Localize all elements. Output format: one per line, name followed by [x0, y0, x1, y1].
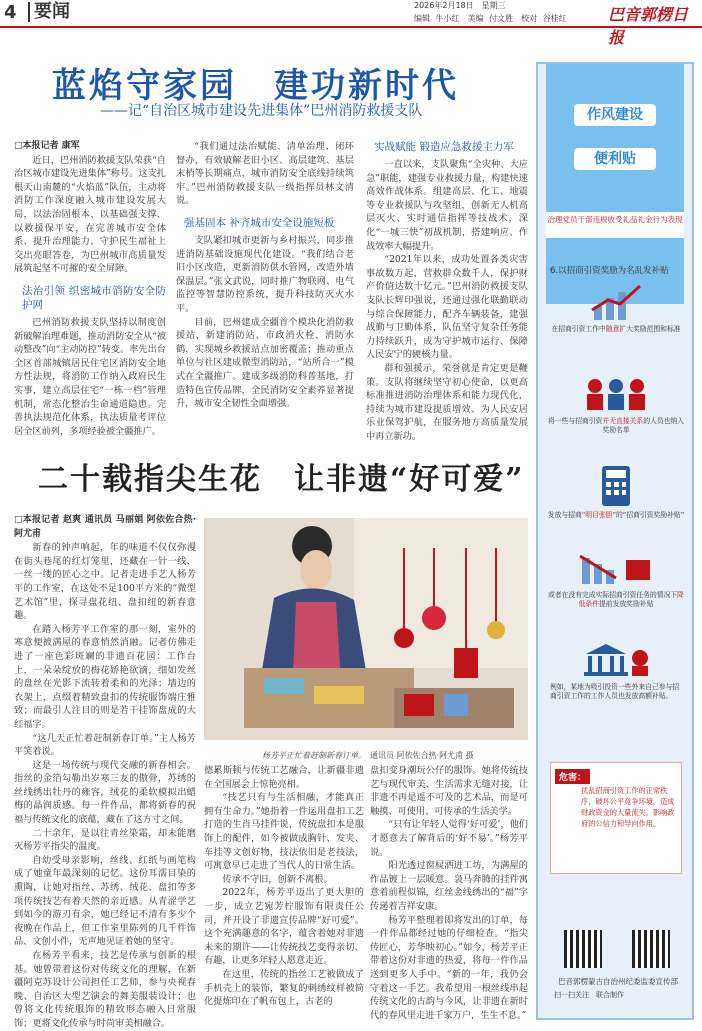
decline-chart-icon — [576, 548, 656, 588]
paragraph: 目前，巴州建成全疆首个模块化消防救援站，新建消防站、市政消火栓、消防水鹤，实现城乡救援站点加密覆盖；推动重点单位与社区建成微型消防站，“站所合一”模式在全疆推广。建成多级消防科普基地，打造特色宣传品牌，全民消防安全素养显著提升，城市安全韧性全面增强。 — [176, 316, 354, 410]
newspaper-logo: 巴音郭楞日报 — [608, 5, 689, 47]
article2-column-1 — [14, 514, 196, 1029]
paragraph: 支队紧扣城市更新与乡村振兴，同步推进消防基础设施现代化建设。“我们结合老旧小区改造，更新消防供水管网，改造外墙保温层。”张文武说，同时推广物联网、电气监控等智慧防控系统，提升科技防灭火水平。 — [176, 234, 354, 314]
paragraph: “这几天正忙着赶制新春订单。”主人杨芳平笑着说。 — [14, 732, 196, 758]
article1-subhead-1: 法治引领 织密城市消防安全防护网 — [22, 284, 166, 311]
paragraph: 阳光透过窗棂洒进工坊，为满屋的作品镀上一层暖意。袅马奔腾的挂件寓意着前程似锦，红丝金线绣出的“福”字传递着吉祥安康。 — [370, 860, 528, 912]
paragraph: “我们通过法治赋能、清单治理、闭环督办，有效破解老旧小区、高层建筑、基层末梢等长期痛点，城市消防安全底线持续筑牢。”巴州消防救援支队一级指挥员林文清说。 — [176, 141, 354, 207]
sidebar-item-4: 或者在没有完成实际招商引资任务的情况下降低条件提前发放奖励补贴 — [546, 548, 686, 609]
article2-column-2 — [204, 764, 364, 1020]
paragraph: 二十余年，是以往青丝染霜，却未能磨灭杨芳平指尖的温度。 — [14, 827, 196, 853]
paragraph: 这是一场传统与现代交融的新春相会。指丝的金箔勾勒出岁寒三友的傲骨，苏绣的丝线绣出牡丹的雍容，绒花的柔软模拟出蜡梅的晶润质感。每一件作品，都将新春的祝福与传统文化的底蕴，藏在了这方寸之间。 — [14, 759, 196, 826]
article1-column-2 — [176, 140, 354, 430]
paragraph: 新春的钟声响起，年的味道不仅仅弥漫在街头巷尾的红灯笼里，还藏在一针一线、一丝一缕的匠心之中。记者走进手艺人杨芳平的工作室，在这处不足100平方米的“微型艺术馆”里，探寻盘花纽、盘扣纽的新春意趣。 — [14, 542, 196, 622]
paragraph: 德累斯顿与传统工艺融合，让新疆非遗在全国展会上惊艳亮相。 — [204, 765, 364, 790]
paragraph: 自幼受母亲影响，丝线、红纸与画笔构成了她童年最深刻的记忆。这份耳濡目染的熏陶，让她对指丝、苏绣、绒花、盘扣等多项传统技艺有着天然的亲近感。从青涩学艺到如今的游刃有余，她已经记不清有多少个夜晚在作品上，但工作室里陈列的几千件饰品、文创小件，无声地见证着她的坚守。 — [14, 854, 196, 948]
paragraph: 一直以来，支队聚焦“全灾种、大应急”职能，建强专业救援力量，构建快速高效作战体系。组建高层、化工、地震等专业救援队与攻坚组，创新无人机高层灭火、实时通信指挥等技战术，深化“一城三快”初战机制，搭建响应、作战效率大幅提升。 — [366, 159, 528, 252]
article2-byline: □本报记者 赵爽 通讯员 马丽娟 阿依佐合热·阿尤甫 — [14, 515, 196, 539]
photo-illustration — [204, 518, 528, 740]
article2-headline: 二十载指尖生花 让非遗“好可爱” — [38, 462, 525, 497]
sidebar-footer-org: 巴音郭楞蒙古自治州纪委监委宣传部 — [558, 977, 678, 986]
article1-subheadline: ——记“自治区城市建设先进集体”巴州消防救援支队 — [100, 103, 423, 119]
sidebar-item-3: 发放与招商“明目张胆”的“招商引资奖励补贴” — [546, 464, 686, 520]
masthead — [0, 0, 702, 47]
sidebar-title-2: 便利贴 — [574, 148, 656, 170]
paragraph: 盘扣变身潮玩公仔的服饰。她将传统技艺与现代审美、生活需求无缝对接，让非遗不再是遥不可及的艺术品，而是可触摸、可使用、可传承的生活美学。 — [370, 765, 528, 817]
paragraph: 近日，巴州消防救援支队荣获“自治区城市建设先进集体”称号。这支扎根天山南麓的“火焰蓝”队伍，主动将消防工作深度融入城市建设发展大局，以法治固根本、以基础强支撑、以救援保平安，在完善城市安全体系、提升治理能力、守护民生福祉上交出亮眼答卷，为巴州城市高质量发展筑起坚不可摧的安全屏障。 — [14, 154, 166, 275]
article1-byline: □本报记者 康军 — [14, 141, 80, 151]
harm-notice-box — [550, 762, 682, 874]
article1-column-3 — [366, 140, 528, 442]
harm-label: 危害： — [555, 769, 590, 784]
paragraph: “只有让年轻人觉得‘好可爱’，他们才愿意去了解背后的‘好不易’。”杨芳平说。 — [370, 819, 528, 858]
paragraph: 巴州消防救援支队坚持以制度创新破解治理难题，推动消防安全从“被动整改”向“主动防控”转变。率先出台全区首部城镇居民住宅区消防安全地方性法规，将消防工作纳入政府民生实事，建立高层住宅“一栋一档”管理机制，常态化整治生命通道隐患。完善执法规范化体系，执法质量考评位居全区前列，多项经验被全疆推广。 — [14, 316, 166, 437]
sidebar-item-2: 将一些与招商引资并无直接关系的人员也纳入奖励名单 — [546, 374, 686, 435]
calculator-icon — [596, 464, 636, 508]
sidebar-band: 治理党员干部违规收受礼品礼金行为表现 — [546, 212, 684, 238]
qr-code-left — [564, 930, 602, 968]
paragraph: 在这里，传统的指丝工艺被做成了手机壳上的装饰，繁复的刺绣纹样被简化提炼印在了帆布包上，古老的 — [204, 968, 364, 1008]
paragraph: “技艺只有与生活相融，才能真正拥有生命力。”她指着一件运用盘扣工艺打造的生肖马挂件说，传统盘扣本是服饰上的配件，如今被做成胸针、发夹、车挂等文创好物，技法依旧是老技法，可寓意早已走进了当代人的日常生活。 — [204, 792, 364, 872]
paragraph: 2022年，杨芳平迈出了更大胆的一步，成立艺宛芳柠服饰有限责任公司，并开设了非遗宣传品牌“好可爱”。这个充满趣意的名字，蕴含着她对非遗未来的期许——让传统技艺变得亲切、有趣，让更多年轻人愿意走近。 — [204, 887, 364, 967]
sidebar-title-1: 作风建设 — [574, 104, 656, 126]
issue-date: 2026年2月18日 星期三 — [414, 1, 506, 10]
photo-caption: 杨芳平正忙着赶制新春订单。 — [262, 751, 366, 760]
article1-headline: 蓝焰守家园 建功新时代 — [52, 66, 459, 106]
paragraph: 杨芳平整理着即将发出的订单，每一件作品都经过她的仔细检查。“指尖传匠心，芳华映初心。”如今，杨芳平正带着这份对非遗的热爱，将每一件作品送到更多人手中。“新的一年，我仍会守着这一手艺。我希望用一根丝线串起传统文化的古韵与今风，让非遗在新时代的春风里走进千家万户，生生不息。” — [370, 914, 528, 1021]
article2-photo — [204, 518, 528, 740]
qr-code-right — [632, 930, 670, 968]
article1-subhead-3: 实战赋能 锻造应急救援主力军 — [374, 141, 514, 153]
people-icon — [581, 374, 651, 414]
sidebar-item-5: 例如，某地为吸引投资一些外来自己参与招商引资工作的工作人员也发放高额补贴。 — [546, 640, 686, 701]
sidebar-heading: 6.以招商引资奖励为名乱发补贴 — [550, 266, 669, 276]
photo-credit: 通讯员 阿依佐合热·阿尤甫 摄 — [370, 751, 474, 760]
article1-column-1 — [14, 140, 166, 437]
article2-column-3 — [370, 764, 528, 1020]
paragraph: 在杨芳平看来，技艺是传承与创新的根基。她曾带着这份对传统文化的理解，在新疆阿克苏设计公司担任工艺师，参与央视春晚、自治区大型艺演会的舞美服装设计；也曾将文化传统服饰的精致形态融入日常服饰；更将文化传承与时尚审美相融合。 — [14, 950, 196, 1029]
harm-text: 扰乱招商引资工作的正常秩序，破坏公平竞争环境，造成财政资金的大量流失，影响政府的公信力和导向作用。 — [581, 786, 675, 828]
sidebar-panel — [536, 62, 694, 1020]
sidebar-item-1: 在招商引资工作中随意扩大奖励范围和标准 — [546, 282, 686, 334]
sidebar-footer-note: 扫一扫关注 联合制作 — [554, 991, 624, 999]
paragraph: 传承不守旧，创新不离根。 — [222, 873, 333, 885]
article1-subhead-2: 强基固本 补齐城市安全设施短板 — [184, 216, 335, 229]
paragraph: “2021年以来，成功处置各类灾害事故数万起，营救群众数千人，保护财产价值达数十亿元。”巴州消防救援支队支队长辉印强说，还通过强化联勤联动与综合保障能力，配齐车辆装备，建强战勤与卫勤体系，队伍坚守复杂任务能力持续跃升，成为守护城市运行、保障人民安宁的硬核力量。 — [366, 254, 528, 361]
paragraph: 在踏入杨芳平工作室的那一刻，室外的寒意便被满屋的春意悄然消融。记者仿佛走进了一座色彩斑斓的非遗百花园：工作台上，一朵朵绽放的梅花娇艳欲滴，细如发丝的盘丝在光影下流转着柔和的光泽；墙边的衣架上，点缀着精致盘扣的传统服饰端庄雅致；而最引人注目的则是若干挂饰盘成的大红福字。 — [14, 623, 196, 730]
government-building-icon — [576, 640, 656, 680]
page-number: 4 — [4, 2, 17, 23]
section-name: 要闻 — [28, 2, 70, 22]
bar-chart-icon — [586, 282, 646, 322]
editors-line: 编辑 牛小红 美编 付文胜 校对 谷桂红 — [414, 14, 567, 23]
paragraph: 群和强援示，荣誉就是肯定更是鞭策。支队将继续坚守初心使命，以更高标准推进消防治理体系和能力现代化，持续为城市建设提质增效、为人民安居乐业保驾护航，在服务地方高质量发展中再立新功。 — [366, 362, 528, 442]
